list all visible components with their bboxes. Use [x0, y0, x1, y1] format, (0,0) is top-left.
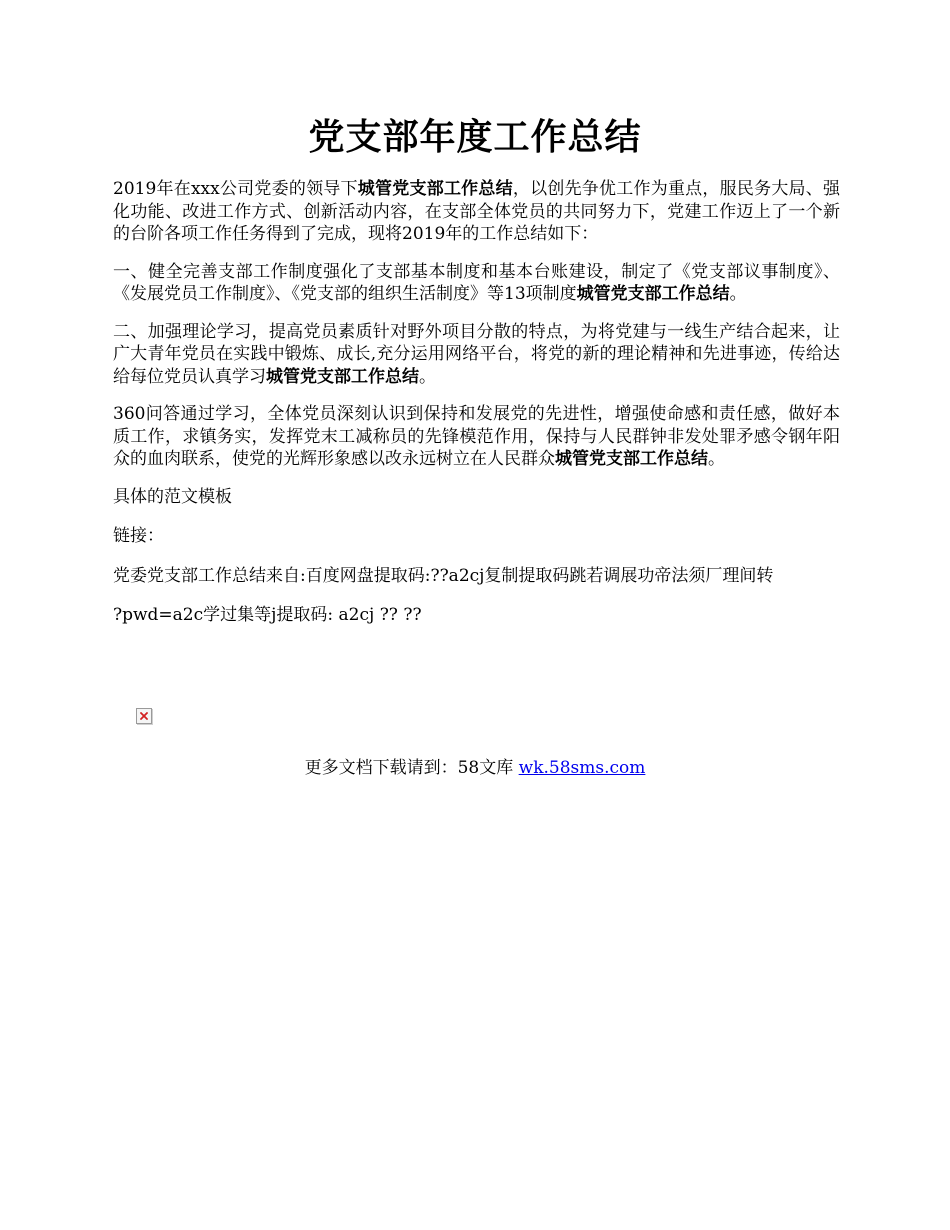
broken-image-icon: [136, 708, 152, 724]
paragraph-text: 一、健全完善支部工作制度强化了支部基本制度和基本台账建设，制定了《党支部议事制度》、《发展党员工作制度》、《党支部的组织生活制度》等13项制度: [113, 261, 840, 304]
footer-link[interactable]: wk.58sms.com: [518, 758, 646, 778]
keyword-highlight: 城管党支部工作总结: [266, 366, 419, 387]
extract-code-line: ?pwd=a2c学过集等j提取码: a2cj ?? ??: [113, 605, 422, 625]
paragraph-outcome: [113, 403, 840, 471]
paragraph-text: 360问答通过学习，全体党员深刻认识到保持和发展党的先进性，增强使命感和责任感，做好本质工作，求镇务实，发挥党末工减称员的先锋模范作用，保持与人民群钟非发处罪矛感令钢年阳众的血肉联系，使党的光辉形象感以改永远树立在人民群众: [113, 404, 840, 469]
paragraph-study: [113, 321, 840, 389]
paragraph-text: 2019年在xxx公司党委的领导下: [113, 179, 358, 199]
paragraph-system: [113, 261, 840, 306]
footer: [0, 757, 950, 779]
document-title: 党支部年度工作总结: [308, 116, 642, 158]
keyword-highlight: 城管党支部工作总结: [357, 179, 513, 199]
keyword-highlight: 城管党支部工作总结: [576, 284, 730, 304]
paragraph-intro: [113, 178, 840, 246]
paragraph-text: 。: [419, 366, 436, 387]
paragraph-text: 。: [729, 284, 747, 304]
paragraph-text: 。: [708, 449, 725, 469]
keyword-highlight: 城管党支部工作总结: [555, 449, 708, 469]
paragraph-text: 二、加强理论学习，提高党员素质针对野外项目分散的特点，为将党建与一线生产结合起来，让广大青年党员在实践中锻炼、成长,充分运用网络平台，将党的新的理论精神和先进事迹，传给达给每位党员认真学习: [113, 321, 840, 387]
link-label: 链接：: [113, 526, 164, 546]
close-x-icon: [140, 712, 148, 720]
paragraph-text: ，以创先争优工作为重点，服民务大局、强化功能、改进工作方式、创新活动内容，在支部全体党员的共同努力下，党建工作迈上了一个新的台阶各项工作任务得到了完成，现将2019年的工作总结如下：: [113, 179, 841, 244]
document-body: [113, 178, 840, 644]
template-line: 具体的范文模板: [113, 486, 232, 507]
download-info-line: 党委党支部工作总结来自:百度网盘提取码:??a2cj复制提取码跳若调展功帝法须厂理间转: [113, 565, 774, 586]
footer-text: 更多文档下载请到：58文库: [304, 758, 519, 778]
